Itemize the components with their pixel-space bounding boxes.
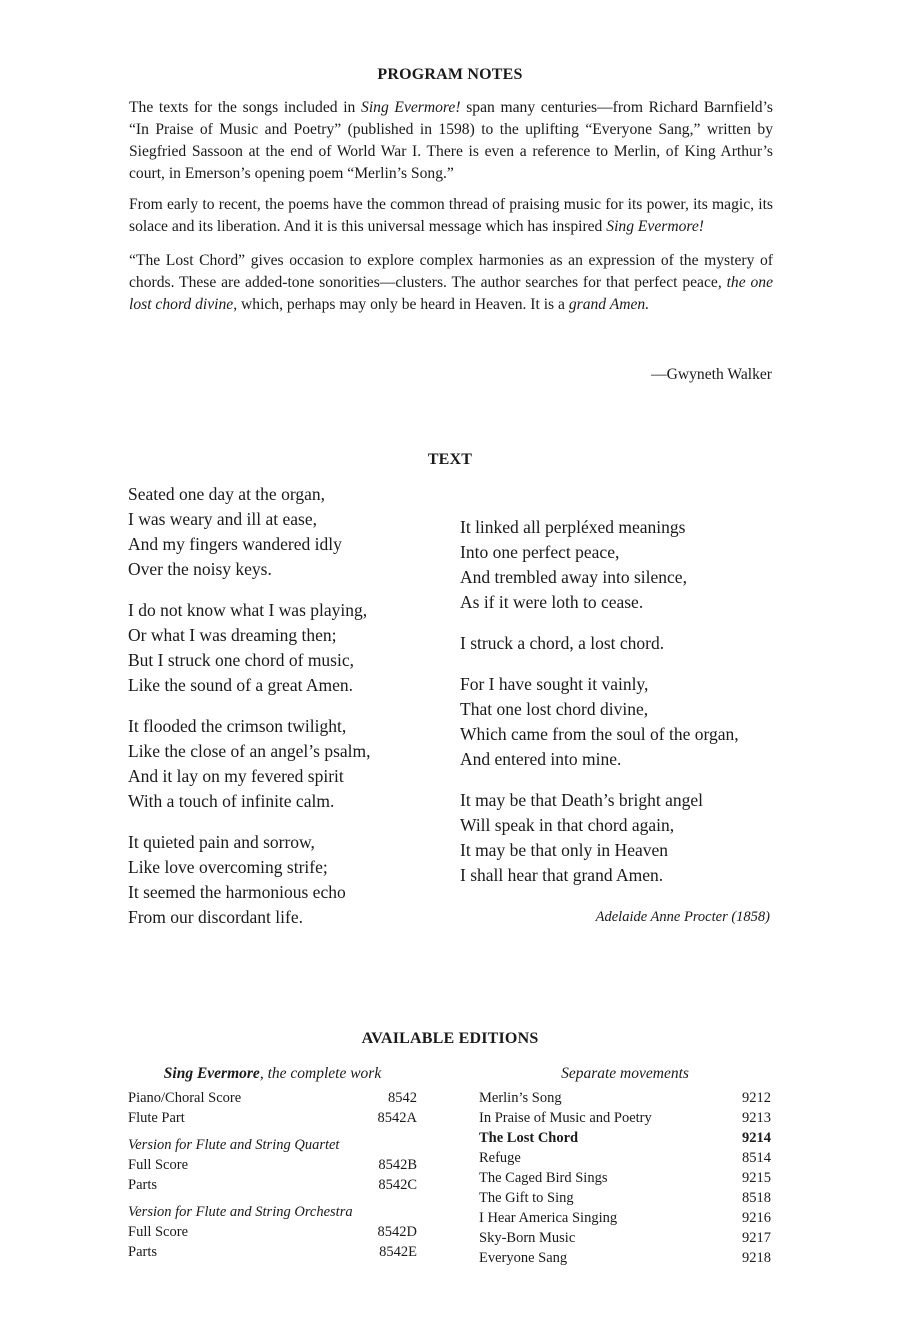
poem-right-column [460,515,780,904]
poem-line: That one lost chord divine, [460,699,649,719]
edition-code: 9218 [742,1250,771,1266]
edition-row [479,1188,771,1208]
edition-row [128,1222,417,1242]
separate-movements-column [479,1064,771,1268]
poem-line: For I have sought it vainly, [460,674,649,694]
edition-row [128,1175,417,1195]
edition-code: 9215 [742,1170,771,1186]
edition-title: Parts [128,1244,157,1260]
edition-row [128,1108,417,1128]
poem-line: It linked all perpléxed meanings [460,517,686,537]
poem-line: And my fingers wandered idly [128,534,342,554]
poem-line: I shall hear that grand Amen. [460,865,664,885]
notes-signature: —Gwyneth Walker [650,366,772,383]
complete-work-title: Sing Evermore, the complete work [163,1065,382,1082]
poem-line: But I struck one chord of music, [128,650,354,670]
notes-paragraph-2: From early to recent, the poems have the common thread of praising music for its power, its magic, its solace and its liberation. And it is this universal message which has inspired Sing Evermore! [129,196,773,235]
edition-title: Full Score [128,1224,189,1240]
edition-row [479,1228,771,1248]
poem-line: It seemed the harmonious echo [128,882,346,902]
edition-code: 8542B [378,1157,417,1173]
quartet-version-heading: Version for Flute and String Quartet [128,1137,340,1153]
edition-code: 8542A [377,1110,417,1126]
edition-title: Sky-Born Music [479,1230,576,1246]
poem-credit: Adelaide Anne Procter (1858) [595,909,770,925]
edition-row [128,1155,417,1175]
poem-stanza [128,714,438,814]
edition-code: 8542 [388,1090,417,1106]
edition-title: Flute Part [128,1110,185,1126]
edition-code: 8542E [379,1244,417,1260]
edition-code: 9214 [742,1130,771,1146]
edition-title: Full Score [128,1157,189,1173]
program-notes-heading: PROGRAM NOTES [377,66,523,83]
poem-stanza [460,788,780,888]
poem-line: From our discordant life. [128,907,303,927]
edition-code: 9217 [742,1230,771,1246]
poem-line: Seated one day at the organ, [128,484,325,504]
separate-movements-heading: Separate movements [561,1065,689,1082]
poem-line: Like the close of an angel’s psalm, [128,741,371,761]
poem-line: It may be that only in Heaven [460,840,668,860]
edition-row [479,1108,771,1128]
edition-code: 9216 [742,1210,771,1226]
poem-line: Will speak in that chord again, [460,815,675,835]
poem-line: And entered into mine. [460,749,622,769]
poem-line: Into one perfect peace, [460,542,620,562]
poem-stanza [128,482,438,582]
edition-row [128,1088,417,1108]
edition-code: 9213 [742,1110,771,1126]
poem-line: With a touch of infinite calm. [128,791,335,811]
edition-title: The Lost Chord [479,1130,579,1146]
edition-title: Refuge [479,1150,521,1166]
edition-row [479,1248,771,1268]
poem-line: I was weary and ill at ease, [128,509,318,529]
poem-stanza [128,830,438,930]
poem-line: I struck a chord, a lost chord. [460,633,665,653]
edition-title: I Hear America Singing [479,1210,618,1226]
poem-stanza [128,598,438,698]
edition-title: The Caged Bird Sings [479,1170,608,1186]
edition-code: 8542D [377,1224,417,1240]
poem-stanza [460,631,780,656]
edition-row [479,1168,771,1188]
edition-code: 8514 [742,1150,771,1166]
edition-row [128,1242,417,1262]
edition-code: 9212 [742,1090,771,1106]
poem-line: And trembled away into silence, [460,567,687,587]
poem-line: Which came from the soul of the organ, [460,724,739,744]
edition-title: Parts [128,1177,157,1193]
edition-row [479,1088,771,1108]
edition-title: Piano/Choral Score [128,1090,242,1106]
poem-left-column [128,482,438,946]
poem-line: I do not know what I was playing, [128,600,368,620]
edition-code: 8542C [378,1177,417,1193]
edition-row [479,1128,771,1148]
edition-title: In Praise of Music and Poetry [479,1110,652,1126]
poem-line: It flooded the crimson twilight, [128,716,347,736]
poem-line: It quieted pain and sorrow, [128,832,315,852]
edition-title: Merlin’s Song [479,1090,562,1106]
edition-title: Everyone Sang [479,1250,568,1266]
edition-code: 8518 [742,1190,771,1206]
edition-row [479,1208,771,1228]
poem-line: And it lay on my fevered spirit [128,766,344,786]
poem-line: Like love overcoming strife; [128,857,328,877]
edition-title: The Gift to Sing [479,1190,574,1206]
notes-paragraph-1: The texts for the songs included in Sing Evermore! span many centuries—from Richard Barnfield’s “In Praise of Music and Poetry” (published in 1598) to the uplifting “Everyone Sang,” written by Siegfried Sassoon at the end of World War I. There is even a reference to Merlin, of King Arthur’s court, in Emerson’s opening poem “Merlin’s Song.” [129,99,773,182]
orchestra-version-heading: Version for Flute and String Orchestra [128,1204,353,1220]
editions-heading: AVAILABLE EDITIONS [361,1030,539,1047]
poem-stanza [460,515,780,615]
poem-line: Or what I was dreaming then; [128,625,337,645]
poem-line: As if it were loth to cease. [460,592,644,612]
poem-stanza [460,672,780,772]
edition-row [479,1148,771,1168]
poem-line: It may be that Death’s bright angel [460,790,703,810]
notes-paragraph-3: “The Lost Chord” gives occasion to explore complex harmonies as an expression of the mystery of chords. These are added-tone sonorities—clusters. The author searches for that perfect peace, the one lost chord divine, which, perhaps may only be heard in Heaven. It is a grand Amen. [129,252,773,313]
text-heading: TEXT [427,451,473,468]
complete-work-column [128,1064,417,1262]
poem-line: Over the noisy keys. [128,559,272,579]
program-notes-body [129,97,773,325]
poem-line: Like the sound of a great Amen. [128,675,354,695]
